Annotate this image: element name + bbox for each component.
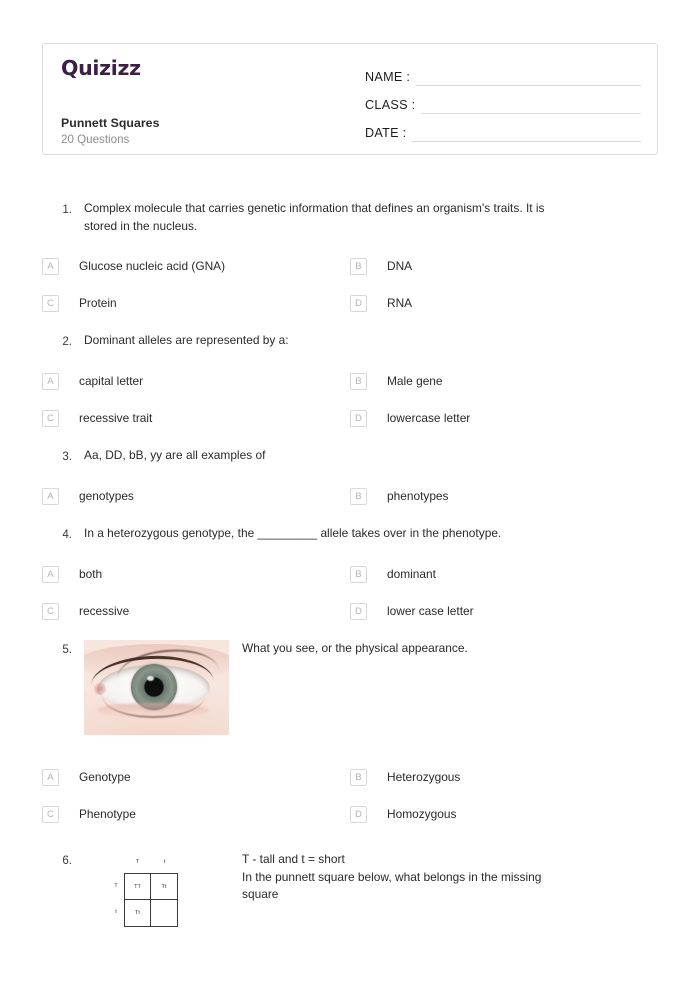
question-number: 2. <box>62 335 72 348</box>
option-text: DNA <box>387 259 413 273</box>
option-text: dominant <box>387 567 436 581</box>
question-text <box>84 200 658 235</box>
option-d[interactable] <box>350 285 658 322</box>
option-letter: C <box>42 806 59 823</box>
question-header <box>42 447 658 465</box>
date-field-label: DATE : <box>365 126 407 140</box>
question-block <box>42 447 658 515</box>
question-text <box>84 447 658 465</box>
question-image <box>84 851 232 929</box>
question-spacer <box>42 515 658 525</box>
class-field-row <box>365 86 641 114</box>
question-header <box>42 525 658 543</box>
question-block <box>42 332 658 437</box>
date-field-row <box>365 114 641 142</box>
options-grid <box>42 759 658 833</box>
class-input[interactable] <box>421 94 641 114</box>
question-text <box>84 525 658 543</box>
question-text <box>84 332 658 350</box>
options-grid <box>42 363 658 437</box>
option-b[interactable] <box>350 759 658 796</box>
punnett-col-header: T <box>135 859 140 865</box>
punnett-cell: TT <box>125 874 151 900</box>
option-letter: B <box>350 566 367 583</box>
option-b[interactable] <box>350 556 658 593</box>
option-b[interactable] <box>350 248 658 285</box>
punnett-row-header: T <box>114 883 118 889</box>
option-d[interactable] <box>350 593 658 630</box>
option-a[interactable] <box>42 556 350 593</box>
option-text: genotypes <box>79 489 134 503</box>
question-block <box>42 200 658 322</box>
option-c[interactable] <box>42 285 350 322</box>
option-c[interactable] <box>42 593 350 630</box>
question-header <box>42 332 658 350</box>
question-text-line: T - tall and t = short <box>242 852 345 866</box>
question-number: 4. <box>62 528 72 541</box>
option-text: Protein <box>79 296 117 310</box>
name-field-row <box>365 58 641 86</box>
option-a[interactable] <box>42 248 350 285</box>
option-letter: B <box>350 373 367 390</box>
option-text: phenotypes <box>387 489 449 503</box>
option-b[interactable] <box>350 478 658 515</box>
option-letter: C <box>42 410 59 427</box>
options-grid <box>42 556 658 630</box>
option-letter: C <box>42 603 59 620</box>
punnett-square-diagram <box>108 857 180 929</box>
question-text-line: In a heterozygous genotype, the _________ allele takes over in the phenotype. <box>84 526 502 540</box>
question-text-line: What you see, or the physical appearance. <box>242 641 468 655</box>
option-letter: D <box>350 295 367 312</box>
option-letter: A <box>42 566 59 583</box>
question-spacer <box>42 833 658 851</box>
option-text: both <box>79 567 103 581</box>
name-input[interactable] <box>416 66 641 86</box>
question-block <box>42 851 658 929</box>
question-text <box>242 851 658 904</box>
option-letter: C <box>42 295 59 312</box>
option-text: Phenotype <box>79 807 136 821</box>
question-text-line: Aa, DD, bB, yy are all examples of <box>84 448 266 462</box>
option-d[interactable] <box>350 400 658 437</box>
student-info-fields <box>365 58 641 142</box>
question-spacer <box>42 437 658 447</box>
question-count-label: 20 Questions <box>61 133 130 146</box>
option-letter: D <box>350 410 367 427</box>
quizizz-logo: Quizizz <box>61 56 141 80</box>
option-a[interactable] <box>42 759 350 796</box>
question-spacer <box>42 630 658 640</box>
option-text: lower case letter <box>387 604 474 618</box>
eye-photo-image <box>84 640 229 735</box>
option-b[interactable] <box>350 363 658 400</box>
option-c[interactable] <box>42 400 350 437</box>
punnett-cell: Tt <box>125 900 151 926</box>
option-letter: B <box>350 769 367 786</box>
worksheet-header-card <box>42 43 658 155</box>
option-letter: A <box>42 373 59 390</box>
option-letter: D <box>350 603 367 620</box>
option-text: Genotype <box>79 770 131 784</box>
question-header <box>42 851 658 929</box>
option-text: recessive trait <box>79 411 153 425</box>
option-text: capital letter <box>79 374 144 388</box>
question-block <box>42 525 658 630</box>
questions-list <box>42 200 658 929</box>
question-header <box>42 640 658 735</box>
question-spacer <box>42 322 658 332</box>
question-number: 5. <box>62 643 72 656</box>
options-grid <box>42 248 658 322</box>
option-text: Male gene <box>387 374 443 388</box>
option-text: Heterozygous <box>387 770 461 784</box>
question-text-line: In the punnett square below, what belongs in the missing <box>242 869 542 884</box>
option-text: RNA <box>387 296 413 310</box>
punnett-cell-missing <box>151 900 177 926</box>
option-text: lowercase letter <box>387 411 471 425</box>
option-text: Glucose nucleic acid (GNA) <box>79 259 226 273</box>
option-d[interactable] <box>350 796 658 833</box>
option-letter: B <box>350 488 367 505</box>
question-block <box>42 640 658 833</box>
punnett-grid <box>124 873 178 927</box>
quiz-title: Punnett Squares <box>61 116 160 130</box>
question-number: 1. <box>62 203 72 216</box>
question-header <box>42 200 658 235</box>
punnett-row-header: t <box>115 909 117 915</box>
question-text-line: square <box>242 887 279 901</box>
option-letter: B <box>350 258 367 275</box>
question-text <box>242 640 658 658</box>
option-text: recessive <box>79 604 130 618</box>
option-a[interactable] <box>42 478 350 515</box>
option-letter: A <box>42 769 59 786</box>
options-grid <box>42 478 658 515</box>
question-text-line: Dominant alleles are represented by a: <box>84 333 289 347</box>
punnett-cell: Tt <box>151 874 177 900</box>
question-text-line: stored in the nucleus. <box>84 218 198 233</box>
date-input[interactable] <box>412 122 641 142</box>
eye-lower-lid <box>96 703 209 718</box>
question-number: 6. <box>62 854 72 867</box>
name-field-label: NAME : <box>365 70 411 84</box>
option-text: Homozygous <box>387 807 457 821</box>
option-letter: D <box>350 806 367 823</box>
question-text-line: Complex molecule that carries genetic information that defines an organism's traits. It is <box>84 201 545 215</box>
option-letter: A <box>42 258 59 275</box>
punnett-col-header: t <box>163 859 166 865</box>
option-letter: A <box>42 488 59 505</box>
option-a[interactable] <box>42 363 350 400</box>
question-image <box>84 640 232 735</box>
question-number: 3. <box>62 450 72 463</box>
header-left-block <box>61 56 361 144</box>
option-c[interactable] <box>42 796 350 833</box>
class-field-label: CLASS : <box>365 98 416 112</box>
